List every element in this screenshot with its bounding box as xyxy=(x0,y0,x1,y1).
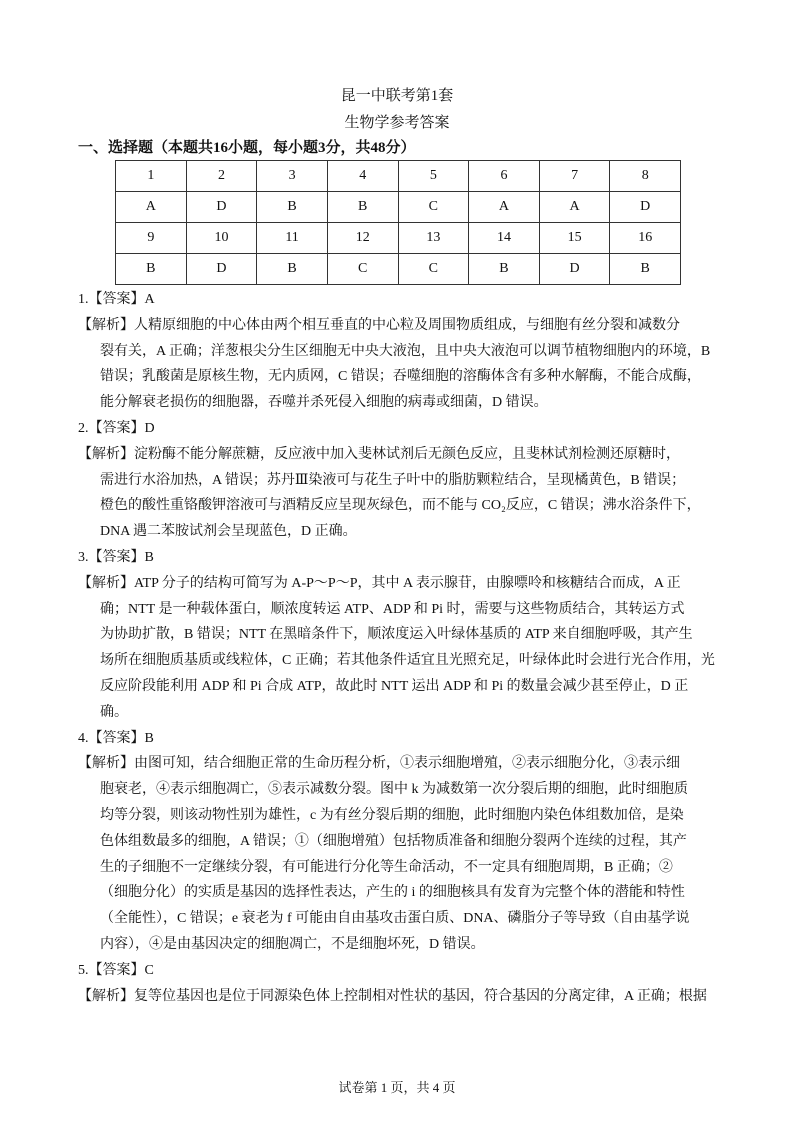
table-cell: D xyxy=(186,254,257,285)
table-cell: C xyxy=(398,254,469,285)
table-cell: B xyxy=(257,192,328,223)
table-cell: D xyxy=(539,254,610,285)
answer-row xyxy=(116,254,681,285)
table-cell: 10 xyxy=(186,223,257,254)
analysis-line: 均等分裂，则该动物性别为雄性，c 为有丝分裂后期的细胞，此时细胞内染色体组数加倍，是染 xyxy=(100,808,684,823)
table-cell: 1 xyxy=(116,161,187,192)
analysis-line: 为协助扩散，B 错误；NTT 在黑暗条件下，顺浓度运入叶绿体基质的 ATP 来自细胞呼吸，其产生 xyxy=(100,627,693,643)
page-footer: 试卷第 1 页，共 4 页 xyxy=(338,1080,456,1095)
table-cell: 2 xyxy=(186,161,257,192)
analysis-line: 场所在细胞质基质或线粒体，C 正确；若其他条件适宜且光照充足，叶绿体此时会进行光合作用，光 xyxy=(100,653,715,669)
table-cell: 14 xyxy=(469,223,540,254)
table-cell: 15 xyxy=(539,223,610,254)
analysis-line: 【解析】由图可知，结合细胞正常的生命历程分析，①表示细胞增殖，②表示细胞分化，③表示细 xyxy=(78,756,680,772)
analysis-line: 裂有关，A 正确；洋葱根尖分生区细胞无中央大液泡，且中央大液泡可以调节植物细胞内的环境，B xyxy=(100,343,711,359)
analysis-line: 内容），④是由基因决定的细胞凋亡，不是细胞坏死，D 错误。 xyxy=(100,937,485,952)
table-cell: A xyxy=(116,192,187,223)
document-title: 昆一中联考第1套 xyxy=(340,88,454,104)
table-cell: B xyxy=(327,192,398,223)
table-cell: A xyxy=(469,192,540,223)
analysis-line: 需进行水浴加热，A 错误；苏丹Ⅲ染液可与花生子叶中的脂肪颗粒结合，呈现橘黄色，B 错误； xyxy=(100,472,686,488)
analysis-line: DNA 遇二苯胺试剂会呈现蓝色，D 正确。 xyxy=(100,524,357,540)
analysis-line: 生的子细胞不一定继续分裂，有可能进行分化等生命活动，不一定具有细胞周期，B 正确；② xyxy=(100,859,673,875)
answer-row xyxy=(116,192,681,223)
answer-label: 1.【答案】A xyxy=(78,292,155,307)
analysis-line: （全能性），C 错误；e 衰老为 f 可能由自由基攻击蛋白质、DNA、磷脂分子等导致（自由基学说 xyxy=(100,911,690,927)
table-cell: 16 xyxy=(610,223,681,254)
analysis-line: 色体组数最多的细胞，A 错误；①（细胞增殖）包括物质准备和细胞分裂两个连续的过程，其产 xyxy=(100,833,687,849)
table-cell: B xyxy=(610,254,681,285)
table-cell: 6 xyxy=(469,161,540,192)
question-number-row xyxy=(116,223,681,254)
answer-table xyxy=(115,160,681,285)
answer-label: 2.【答案】D xyxy=(78,421,155,436)
analysis-line: 错误；乳酸菌是原核生物，无内质网，C 错误；吞噬细胞的溶酶体含有多种水解酶，不能合成酶， xyxy=(100,369,701,385)
document-subtitle: 生物学参考答案 xyxy=(344,115,450,131)
answer-label: 4.【答案】B xyxy=(78,730,154,746)
table-cell: D xyxy=(610,192,681,223)
analysis-line: 确。 xyxy=(100,704,128,720)
analysis-line: 【解析】复等位基因也是位于同源染色体上控制相对性状的基因，符合基因的分离定律，A 正确；根据 xyxy=(78,988,707,1004)
table-cell: C xyxy=(327,254,398,285)
analysis-line: 【解析】人精原细胞的中心体由两个相互垂直的中心粒及周围物质组成，与细胞有丝分裂和减数分 xyxy=(78,317,680,333)
table-cell: 7 xyxy=(539,161,610,192)
analysis-line: 【解析】ATP 分子的结构可简写为 A-P～P～P，其中 A 表示腺苷，由腺嘌呤和核糖结合而成，A 正 xyxy=(78,575,681,591)
table-cell: 5 xyxy=(398,161,469,192)
table-cell: 8 xyxy=(610,161,681,192)
question-number-row xyxy=(116,161,681,192)
table-cell: B xyxy=(116,254,187,285)
analysis-line: 【解析】淀粉酶不能分解蔗糖，反应液中加入斐林试剂后无颜色反应，且斐林试剂检测还原糖时， xyxy=(78,446,680,462)
table-cell: 12 xyxy=(327,223,398,254)
analysis-line: 确；NTT 是一种载体蛋白，顺浓度转运 ATP、ADP 和 Pi 时，需要与这些物质结合，其转运方式 xyxy=(100,601,685,617)
table-cell: 13 xyxy=(398,223,469,254)
analysis-line: 反应阶段能利用 ADP 和 Pi 合成 ATP，故此时 NTT 运出 ADP 和 Pi 的数量会减少甚至停止，D 正 xyxy=(100,679,689,694)
answer-label: 5.【答案】C xyxy=(78,962,154,978)
table-cell: 11 xyxy=(257,223,328,254)
table-cell: B xyxy=(257,254,328,285)
table-cell: C xyxy=(398,192,469,223)
table-cell: B xyxy=(469,254,540,285)
table-cell: A xyxy=(539,192,610,223)
table-cell: 3 xyxy=(257,161,328,192)
table-cell: D xyxy=(186,192,257,223)
analysis-line: 能分解衰老损伤的细胞器，吞噬并杀死侵入细胞的病毒或细菌，D 错误。 xyxy=(100,395,548,411)
answer-label: 3.【答案】B xyxy=(78,550,154,565)
table-cell: 9 xyxy=(116,223,187,254)
analysis-line: （细胞分化）的实质是基因的选择性表达，产生的 i 的细胞核具有发育为完整个体的潜能和特性 xyxy=(100,885,685,901)
analysis-line: 胞衰老，④表示细胞凋亡，⑤表示减数分裂。图中 k 为减数第一次分裂后期的细胞，此时细胞质 xyxy=(100,782,688,798)
analysis-line: 橙色的酸性重铬酸钾溶液可与酒精反应呈现灰绿色，而不能与 CO₂反应，C 错误；沸水浴条件下， xyxy=(100,498,701,514)
table-cell: 4 xyxy=(327,161,398,192)
section-heading: 一、选择题（本题共16小题，每小题3分，共48分） xyxy=(78,140,416,156)
